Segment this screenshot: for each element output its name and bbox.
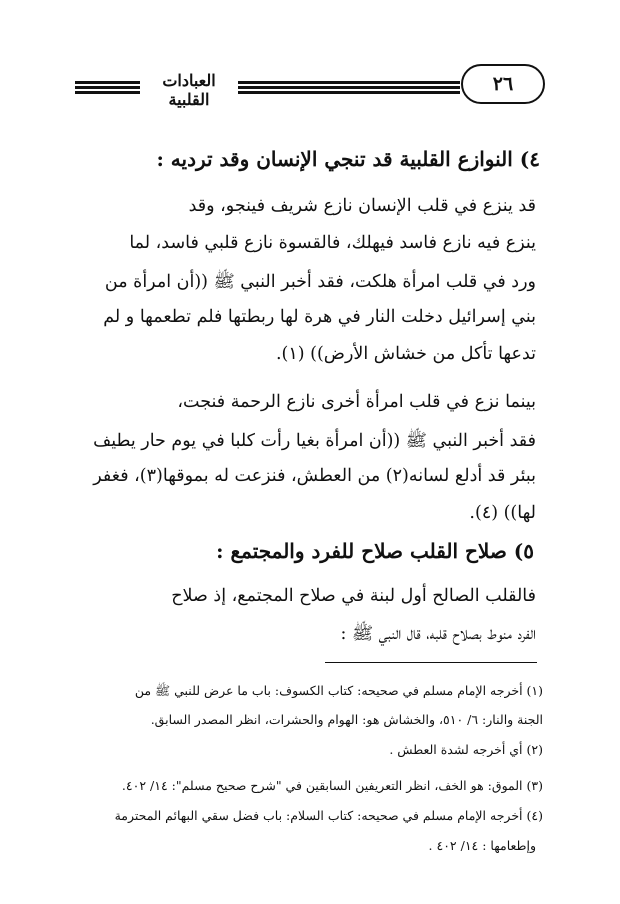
page-number-badge: ٢٦ bbox=[461, 64, 545, 104]
footnote-line: وإطعامها : ١٤/ ٤٠٢ . bbox=[428, 838, 536, 853]
footnote-line: (٣) الموق: هو الخف، انظر التعريفين السابقين في "شرح صحيح مسلم": ١٤/ ٤٠٢. bbox=[121, 778, 543, 793]
running-title: العبادات القلبية bbox=[162, 71, 216, 109]
text-line: قد ينزع في قلب الإنسان نازع شريف فينجو، وقد bbox=[188, 196, 536, 216]
footnote-separator bbox=[325, 662, 537, 663]
text-line: ببئر قد أدلع لسانه(٢) من العطش، فنزعت له بموقها(٣)، فغفر bbox=[93, 466, 536, 486]
text-line: بينما نزع في قلب امرأة أخرى نازع الرحمة فنجت، bbox=[177, 392, 536, 412]
text-line: ينزع فيه نازع فاسد فيهلك، فالقسوة نازع قلبي فاسد، لما bbox=[129, 233, 536, 253]
text-line: فالقلب الصالح أول لبنة في صلاح المجتمع، إذ صلاح bbox=[171, 586, 536, 606]
footnote-line: (٤) أخرجه الإمام مسلم في صحيحه: كتاب السلام: باب فضل سقي البهائم المحترمة bbox=[114, 808, 543, 823]
footnote-line: الجنة والنار: ٦/ ٥١٠، والخشاش هو: الهوام والحشرات، انظر المصدر السابق. bbox=[150, 712, 543, 727]
section-heading: ٥) صلاح القلب صلاح للفرد والمجتمع : bbox=[216, 539, 534, 563]
footnote-line: (٢) أي أخرجه لشدة العطش . bbox=[389, 742, 543, 757]
header-rule bbox=[238, 91, 460, 94]
section-heading: ٤) النوازع القلبية قد تنجي الإنسان وقد ترديه : bbox=[156, 147, 540, 171]
text-line: لها)) (٤). bbox=[469, 503, 536, 523]
footnote-line: (١) أخرجه الإمام مسلم في صحيحه: كتاب الكسوف: باب ما عرض للنبي ﷺ من bbox=[134, 683, 543, 698]
header-rule bbox=[75, 91, 140, 94]
text-line: فقد أخبر النبي ﷺ ((أن امرأة بغيا رأت كلبا في يوم حار يطيف bbox=[93, 431, 536, 451]
header-rule bbox=[238, 81, 460, 84]
page-header bbox=[0, 62, 620, 112]
text-line: الفرد منوط بصلاح قلبه، قال النبي ﷺ : bbox=[340, 624, 536, 644]
text-line: بني إسرائيل دخلت النار في هرة لها ربطتها فلم تطعمها و لم bbox=[103, 307, 536, 327]
header-rule bbox=[75, 86, 140, 89]
text-line: ورد في قلب امرأة هلكت، فقد أخبر النبي ﷺ ((أن امرأة من bbox=[104, 272, 536, 292]
header-rule bbox=[238, 86, 460, 89]
text-line: تدعها تأكل من خشاش الأرض)) (١). bbox=[275, 344, 536, 364]
header-rule bbox=[75, 81, 140, 84]
